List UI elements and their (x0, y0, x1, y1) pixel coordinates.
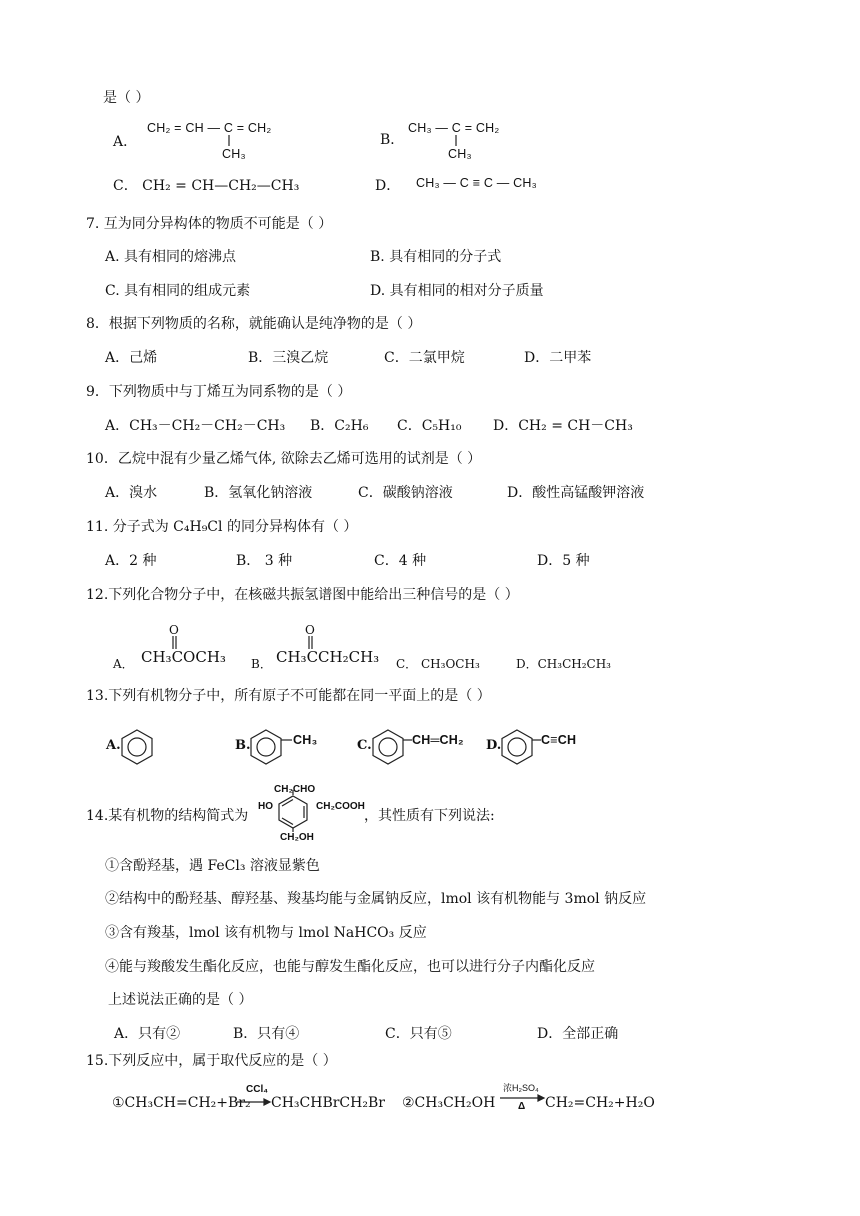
q9-option-d: D．CH₂ = CH－CH₃ (493, 418, 633, 434)
q6-option-d-formula: CH₃ — C ≡ C — CH₃ (416, 176, 537, 190)
q9-option-a: A．CH₃－CH₂－CH₂－CH₃ (105, 418, 286, 434)
q15-reaction-2-products: CH₂=CH₂+H₂O (545, 1095, 655, 1111)
q11-stem: 11. 分子式为 C₄H₉Cl 的同分异构体有（ ） (86, 519, 358, 535)
q13-option-c-benzene-icon (370, 729, 406, 765)
q7-option-c: C. 具有相同的组成元素 (105, 283, 251, 299)
q13-option-c-label: C. (357, 738, 372, 753)
q14-substituent-bottom: CH₂OH (280, 832, 314, 843)
q13-option-d-label: D. (486, 738, 502, 753)
q10-option-d: D．酸性高锰酸钾溶液 (507, 485, 645, 501)
q12-option-b-label: B． (251, 657, 272, 671)
q13-option-d-benzene-icon (499, 729, 535, 765)
q14-statement-3: ③含有羧基，lmol 该有机物与 lmol NaHCO₃ 反应 (105, 925, 427, 941)
q6-option-c: C． CH₂ = CH—CH₂—CH₃ (113, 178, 300, 194)
q15-reaction-2-condition-top: 浓H₂SO₄ (503, 1083, 539, 1093)
q13-option-a-benzene-icon (119, 729, 155, 765)
q15-reaction-1-reactants: ①CH₃CH=CH₂+Br₂ (112, 1095, 251, 1111)
q14-option-a: A．只有② (114, 1026, 181, 1042)
q14-ask: 上述说法正确的是（ ） (108, 992, 253, 1008)
q14-statement-1: ①含酚羟基，遇 FeCl₃ 溶液显紫色 (105, 858, 320, 874)
q14-stem-suffix: ，其性质有下列说法: (364, 808, 495, 824)
q14-option-d: D．全部正确 (537, 1026, 619, 1042)
q6-stem-tail: 是（ ） (103, 90, 150, 106)
q12-option-a-oxygen: O (169, 623, 179, 637)
q14-option-b: B．只有④ (233, 1026, 300, 1042)
q12-option-c: C． CH₃OCH₃ (396, 657, 480, 671)
q13-option-a-label: A. (106, 738, 121, 753)
q13-option-b-label: B. (235, 738, 251, 753)
q6-option-a-branch: CH₃ (222, 147, 246, 161)
q15-reaction-1-arrow-icon (237, 1098, 273, 1106)
q15-reaction-1-condition: CCl₄ (246, 1084, 268, 1095)
q9-option-b: B．C₂H₆ (310, 418, 369, 434)
q10-stem: 10．乙烷中混有少量乙烯气体, 欲除去乙烯可选用的试剂是（ ） (86, 451, 482, 467)
q14-bottom-bond (292, 828, 296, 833)
q8-stem: 8．根据下列物质的名称，就能确认是纯净物的是（ ） (86, 316, 422, 332)
q11-option-b: B． 3 种 (236, 553, 293, 569)
q11-option-d: D．5 种 (537, 553, 590, 569)
q6-option-b-label: B． (380, 132, 405, 148)
q14-option-c: C．只有⑤ (385, 1026, 452, 1042)
q14-statement-2: ②结构中的酚羟基、醇羟基、羧基均能与金属钠反应，lmol 该有机物能与 3mol 钠反应 (105, 891, 647, 907)
q6-option-a-label: A． (113, 134, 138, 150)
q11-option-c: C．4 种 (374, 553, 427, 569)
q10-option-a: A．溴水 (105, 485, 158, 501)
q14-top-bond (292, 790, 296, 796)
q12-option-a-formula: CH₃COCH₃ (141, 648, 226, 666)
q12-option-d: D．CH₃CH₂CH₃ (516, 657, 611, 671)
q6-option-a-formula: CH₂ = CH — C = CH₂ (147, 121, 272, 135)
q7-stem: 7. 互为同分异构体的物质不可能是（ ） (86, 216, 333, 232)
q12-option-a-label: A． (113, 657, 134, 671)
q13-option-d-substituent: C≡CH (541, 733, 577, 747)
q6-option-d-label: D． (375, 178, 401, 194)
q8-option-b: B．三溴乙烷 (248, 350, 329, 366)
q13-stem: 13.下列有机物分子中，所有原子不可能都在同一平面上的是（ ） (86, 688, 491, 704)
q8-option-c: C．二氯甲烷 (384, 350, 465, 366)
q15-stem: 15.下列反应中，属于取代反应的是（ ） (86, 1053, 337, 1069)
q15-reaction-2-reactant: ②CH₃CH₂OH (402, 1095, 496, 1111)
q7-option-b: B. 具有相同的分子式 (370, 249, 502, 265)
q12-option-b-oxygen: O (305, 623, 315, 637)
q13-option-b-benzene-icon (248, 729, 284, 765)
q11-option-a: A．2 种 (105, 553, 157, 569)
q14-statement-4: ④能与羧酸发生酯化反应，也能与醇发生酯化反应，也可以进行分子内酯化反应 (105, 959, 595, 975)
q14-stem-prefix: 14.某有机物的结构简式为 (86, 808, 249, 824)
q14-structure-benzene-icon (276, 795, 312, 831)
q10-option-b: B．氢氧化钠溶液 (204, 485, 313, 501)
q12-stem: 12.下列化合物分子中，在核磁共振氢谱图中能给出三种信号的是（ ） (86, 587, 519, 603)
q8-option-d: D．二甲苯 (524, 350, 592, 366)
q9-stem: 9．下列物质中与丁烯互为同系物的是（ ） (86, 384, 352, 400)
q13-option-c-substituent: CH═CH₂ (412, 733, 464, 747)
q9-option-c: C．C₅H₁₀ (397, 418, 462, 434)
q7-option-d: D. 具有相同的相对分子质量 (370, 283, 544, 299)
q15-reaction-2-condition-bottom: Δ (518, 1101, 526, 1112)
q6-option-b-formula: CH₃ — C = CH₂ (408, 121, 500, 135)
q6-option-b-branch: CH₃ (448, 147, 472, 161)
q8-option-a: A．己烯 (105, 350, 158, 366)
q14-substituent-left: HO (258, 801, 273, 812)
q7-option-a: A. 具有相同的熔沸点 (105, 249, 237, 265)
q10-option-c: C．碳酸钠溶液 (358, 485, 453, 501)
q13-option-b-substituent: CH₃ (293, 733, 318, 747)
q13-b-bond (281, 738, 293, 742)
q14-substituent-top: CH₂CHO (274, 784, 316, 795)
q14-substituent-right: CH₂COOH (316, 801, 365, 812)
q12-option-b-formula: CH₃CCH₂CH₃ (276, 648, 380, 666)
q15-reaction-1-product: CH₃CHBrCH₂Br (271, 1095, 385, 1111)
